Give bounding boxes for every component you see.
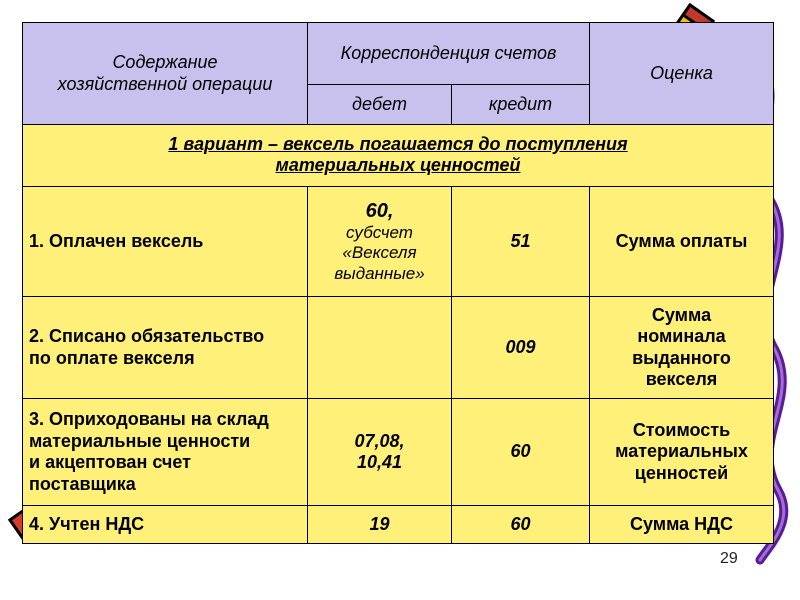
row3-debit-line1: 07,08, xyxy=(354,430,405,451)
row2-evaluation-line4: векселя xyxy=(645,369,718,390)
row3-operation-line3: и акцептован счет xyxy=(29,452,191,473)
table-row xyxy=(23,399,774,505)
variant-title xyxy=(23,125,774,186)
row3-operation-line4: поставщика xyxy=(29,473,136,494)
row3-evaluation xyxy=(590,399,774,505)
row4-credit: 60 xyxy=(452,505,590,543)
row2-evaluation-line2: номинала xyxy=(637,326,726,347)
row3-evaluation-line3: ценностей xyxy=(634,462,729,483)
row3-credit: 60 xyxy=(452,399,590,505)
header-debit: дебет xyxy=(308,85,452,125)
row1-debit-sub3: выданные» xyxy=(334,263,425,283)
row1-operation: 1. Оплачен вексель xyxy=(23,186,308,296)
row4-operation: 4. Учтен НДС xyxy=(23,505,308,543)
row1-debit-sub1: субсчет xyxy=(346,222,413,242)
page-number: 29 xyxy=(720,550,738,567)
row2-operation xyxy=(23,297,308,399)
row2-operation-line1: 2. Списано обязательство xyxy=(29,326,265,347)
variant-title-line2: материальных ценностей xyxy=(275,155,521,176)
table-row xyxy=(23,297,774,399)
table-row xyxy=(23,186,774,296)
row1-credit: 51 xyxy=(452,186,590,296)
row3-debit xyxy=(308,399,452,505)
variant-title-line1: 1 вариант – вексель погашается до поступления xyxy=(168,133,628,154)
row3-operation-line1: 3. Оприходованы на склад xyxy=(29,408,269,429)
header-content xyxy=(23,23,308,125)
row2-credit: 009 xyxy=(452,297,590,399)
header-credit: кредит xyxy=(452,85,590,125)
header-correspondence: Корреспонденция счетов xyxy=(308,23,590,85)
row2-debit xyxy=(308,297,452,399)
row2-operation-line2: по оплате векселя xyxy=(29,347,195,368)
header-content-line2: хозяйственной операции xyxy=(57,73,273,94)
operations-table xyxy=(22,22,774,544)
header-evaluation: Оценка xyxy=(590,23,774,125)
header-content-line1: Содержание xyxy=(112,52,218,73)
row3-evaluation-line2: материальных xyxy=(615,441,748,462)
row2-evaluation xyxy=(590,297,774,399)
row3-operation xyxy=(23,399,308,505)
row1-debit-main: 60, xyxy=(365,199,394,222)
row2-evaluation-line3: выданного xyxy=(632,347,731,368)
row3-operation-line2: материальные ценности xyxy=(29,430,251,451)
row2-evaluation-line1: Сумма xyxy=(651,304,712,325)
row4-debit: 19 xyxy=(308,505,452,543)
table-row xyxy=(23,505,774,543)
row1-debit xyxy=(308,186,452,296)
row4-evaluation: Сумма НДС xyxy=(590,505,774,543)
row1-debit-sub2: «Векселя xyxy=(342,243,417,263)
row3-evaluation-line1: Стоимость xyxy=(632,419,731,440)
row3-debit-line2: 10,41 xyxy=(356,452,403,473)
row1-evaluation: Сумма оплаты xyxy=(590,186,774,296)
